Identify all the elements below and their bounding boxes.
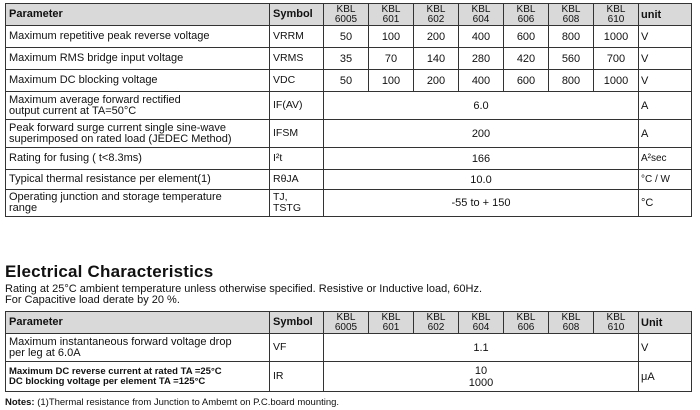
- header-model-line: KBL: [471, 312, 491, 323]
- value-cell: 100: [369, 70, 414, 92]
- value-cell: 600: [504, 26, 549, 48]
- value-line: 200: [471, 127, 491, 140]
- ratings-note-line1: Rating at 25°C ambient temperature unless otherwise specified. Resistive or Inductive load, 60Hz.: [5, 283, 483, 295]
- max-ratings-table-body: [6, 4, 692, 217]
- value-cell: 800: [549, 26, 594, 48]
- header-model: [369, 312, 414, 334]
- value-cell: [324, 170, 639, 190]
- parameter-line: Maximum DC blocking voltage: [9, 74, 158, 86]
- header-model: [369, 4, 414, 26]
- value-cell: [324, 334, 639, 362]
- parameter-line: DC blocking voltage per element TA =125°C: [9, 375, 206, 387]
- header-model-line: 602: [427, 322, 445, 333]
- parameter-cell: [6, 26, 270, 48]
- unit-cell: V: [639, 26, 692, 48]
- symbol-cell: [270, 170, 324, 190]
- value-cell: 70: [369, 48, 414, 70]
- symbol-cell: [270, 334, 324, 362]
- unit-cell: A: [639, 92, 692, 120]
- header-model: [549, 4, 594, 26]
- value-cell: [324, 362, 639, 392]
- parameter-line: output current at TA=50°C: [9, 104, 137, 117]
- value-line: -55 to + 150: [451, 197, 511, 209]
- value-cell: 420: [504, 48, 549, 70]
- symbol-line: VRRM: [273, 30, 304, 42]
- notes-label: Notes:: [5, 397, 35, 408]
- header-model-line: KBL: [561, 4, 581, 15]
- symbol-cell: [270, 26, 324, 48]
- table-row: [6, 362, 692, 392]
- parameter-line: Maximum repetitive peak reverse voltage: [9, 30, 210, 42]
- header-parameter: Parameter: [6, 4, 270, 26]
- parameter-cell: [6, 362, 270, 392]
- parameter-line: range: [9, 202, 38, 214]
- parameter-line: Maximum RMS bridge input voltage: [9, 52, 184, 64]
- value-line: 10.0: [470, 173, 492, 186]
- parameter-line: Maximum instantaneous forward voltage drop: [9, 335, 232, 348]
- header-model: [504, 4, 549, 26]
- symbol-line: RθJA: [273, 173, 299, 185]
- header-model-line: 6005: [334, 14, 358, 25]
- parameter-line: per leg at 6.0A: [9, 346, 81, 359]
- header-model-line: 606: [517, 14, 535, 25]
- symbol-cell: [270, 48, 324, 70]
- value-line: 1.1: [473, 341, 489, 354]
- value-cell: 1000: [594, 26, 639, 48]
- header-symbol: Symbol: [270, 4, 324, 26]
- symbol-line: VF: [273, 341, 287, 353]
- header-model-line: 601: [382, 322, 400, 333]
- table-row: [6, 92, 692, 120]
- parameter-line: Operating junction and storage temperature: [9, 191, 222, 203]
- symbol-line: I²t: [273, 152, 283, 164]
- value-cell: 35: [324, 48, 369, 70]
- header-model-line: 610: [607, 14, 625, 25]
- unit-cell: °C / W: [639, 170, 692, 190]
- header-model: [594, 4, 639, 26]
- parameter-line: Maximum DC reverse current at rated TA =25°C: [9, 365, 222, 377]
- notes: [5, 397, 339, 408]
- header-model-line: KBL: [516, 312, 536, 323]
- parameter-line: Typical thermal resistance per element(1): [9, 173, 211, 185]
- header-model-line: KBL: [606, 312, 626, 323]
- symbol-line: IF(AV): [273, 99, 303, 111]
- table-row: [6, 190, 692, 217]
- header-model-line: 608: [562, 14, 580, 25]
- electrical-characteristics-table-body: [6, 312, 692, 392]
- table-row: [6, 148, 692, 170]
- header-model-line: 604: [472, 14, 490, 25]
- header-model-line: KBL: [381, 4, 401, 15]
- value-cell: [324, 190, 639, 217]
- value-line: 1000: [468, 376, 494, 389]
- symbol-line: VDC: [273, 74, 296, 86]
- parameter-cell: [6, 70, 270, 92]
- ratings-note-line2: For Capacitive load derate by 20 %.: [5, 294, 180, 306]
- symbol-line: TSTG: [273, 202, 301, 214]
- symbol-cell: [270, 362, 324, 392]
- symbol-cell: [270, 70, 324, 92]
- header-model-line: KBL: [606, 4, 626, 15]
- symbol-cell: [270, 120, 324, 148]
- header-model-line: 610: [607, 322, 625, 333]
- header-model: [459, 312, 504, 334]
- value-cell: 600: [504, 70, 549, 92]
- value-cell: 50: [324, 70, 369, 92]
- value-cell: [324, 92, 639, 120]
- max-ratings-table: [5, 3, 692, 217]
- header-parameter: Parameter: [6, 312, 270, 334]
- table-row: [6, 26, 692, 48]
- unit-cell: μA: [639, 362, 692, 392]
- header-model-line: 602: [427, 14, 445, 25]
- header-model: [504, 312, 549, 334]
- unit-cell: V: [639, 70, 692, 92]
- electrical-characteristics-table: [5, 311, 692, 392]
- symbol-line: IR: [273, 370, 284, 382]
- value-cell: 100: [369, 26, 414, 48]
- value-cell: 400: [459, 26, 504, 48]
- table-header-row: [6, 4, 692, 26]
- parameter-cell: [6, 148, 270, 170]
- symbol-line: IFSM: [273, 127, 299, 139]
- header-model-line: KBL: [336, 4, 356, 15]
- parameter-line: Peak forward surge current single sine-wave: [9, 121, 227, 134]
- parameter-cell: [6, 48, 270, 70]
- value-cell: 200: [414, 26, 459, 48]
- value-cell: [324, 148, 639, 170]
- header-model-line: KBL: [516, 4, 536, 15]
- header-model-line: KBL: [471, 4, 491, 15]
- symbol-cell: [270, 92, 324, 120]
- parameter-cell: [6, 190, 270, 217]
- value-cell: 50: [324, 26, 369, 48]
- header-unit: unit: [639, 4, 692, 26]
- header-model-line: 604: [472, 322, 490, 333]
- unit-cell: V: [639, 334, 692, 362]
- electrical-characteristics-title: Electrical Characteristics: [5, 262, 214, 281]
- header-model: [414, 4, 459, 26]
- symbol-line: TJ,: [273, 191, 288, 203]
- table-row: [6, 48, 692, 70]
- parameter-line: Rating for fusing ( t<8.3ms): [9, 152, 142, 164]
- parameter-line: superimposed on rated load (JEDEC Method): [9, 132, 232, 145]
- symbol-cell: [270, 190, 324, 217]
- header-model-line: KBL: [426, 4, 446, 15]
- value-line: 166: [471, 152, 491, 165]
- value-cell: 700: [594, 48, 639, 70]
- header-model-line: KBL: [561, 312, 581, 323]
- parameter-cell: [6, 334, 270, 362]
- parameter-cell: [6, 92, 270, 120]
- header-model-line: KBL: [381, 312, 401, 323]
- header-model: [549, 312, 594, 334]
- header-model: [594, 312, 639, 334]
- value-line: 6.0: [473, 99, 489, 112]
- header-symbol: Symbol: [270, 312, 324, 334]
- table-row: [6, 120, 692, 148]
- header-model-line: 608: [562, 322, 580, 333]
- table-header-row: [6, 312, 692, 334]
- unit-cell: °C: [639, 190, 692, 217]
- value-cell: 1000: [594, 70, 639, 92]
- value-cell: 560: [549, 48, 594, 70]
- header-model: [459, 4, 504, 26]
- symbol-line: VRMS: [273, 52, 304, 64]
- parameter-line: Maximum average forward rectified: [9, 93, 181, 106]
- header-model-line: 6005: [334, 322, 358, 333]
- header-model: [324, 312, 369, 334]
- unit-cell: A²sec: [639, 148, 692, 170]
- header-model: [414, 312, 459, 334]
- header-model-line: 601: [382, 14, 400, 25]
- parameter-cell: [6, 170, 270, 190]
- header-model-line: 606: [517, 322, 535, 333]
- header-model: [324, 4, 369, 26]
- table-row: [6, 334, 692, 362]
- table-row: [6, 70, 692, 92]
- parameter-cell: [6, 120, 270, 148]
- notes-text: (1)Thermal resistance from Junction to Ambemt on P.C.board mounting.: [34, 397, 340, 408]
- table-row: [6, 170, 692, 190]
- value-cell: 200: [414, 70, 459, 92]
- value-cell: [324, 120, 639, 148]
- symbol-cell: [270, 148, 324, 170]
- unit-cell: V: [639, 48, 692, 70]
- value-cell: 280: [459, 48, 504, 70]
- unit-cell: A: [639, 120, 692, 148]
- value-cell: 400: [459, 70, 504, 92]
- value-cell: 800: [549, 70, 594, 92]
- header-model-line: KBL: [426, 312, 446, 323]
- header-unit: Unit: [639, 312, 692, 334]
- header-model-line: KBL: [336, 312, 356, 323]
- value-line: 10: [474, 364, 488, 377]
- value-cell: 140: [414, 48, 459, 70]
